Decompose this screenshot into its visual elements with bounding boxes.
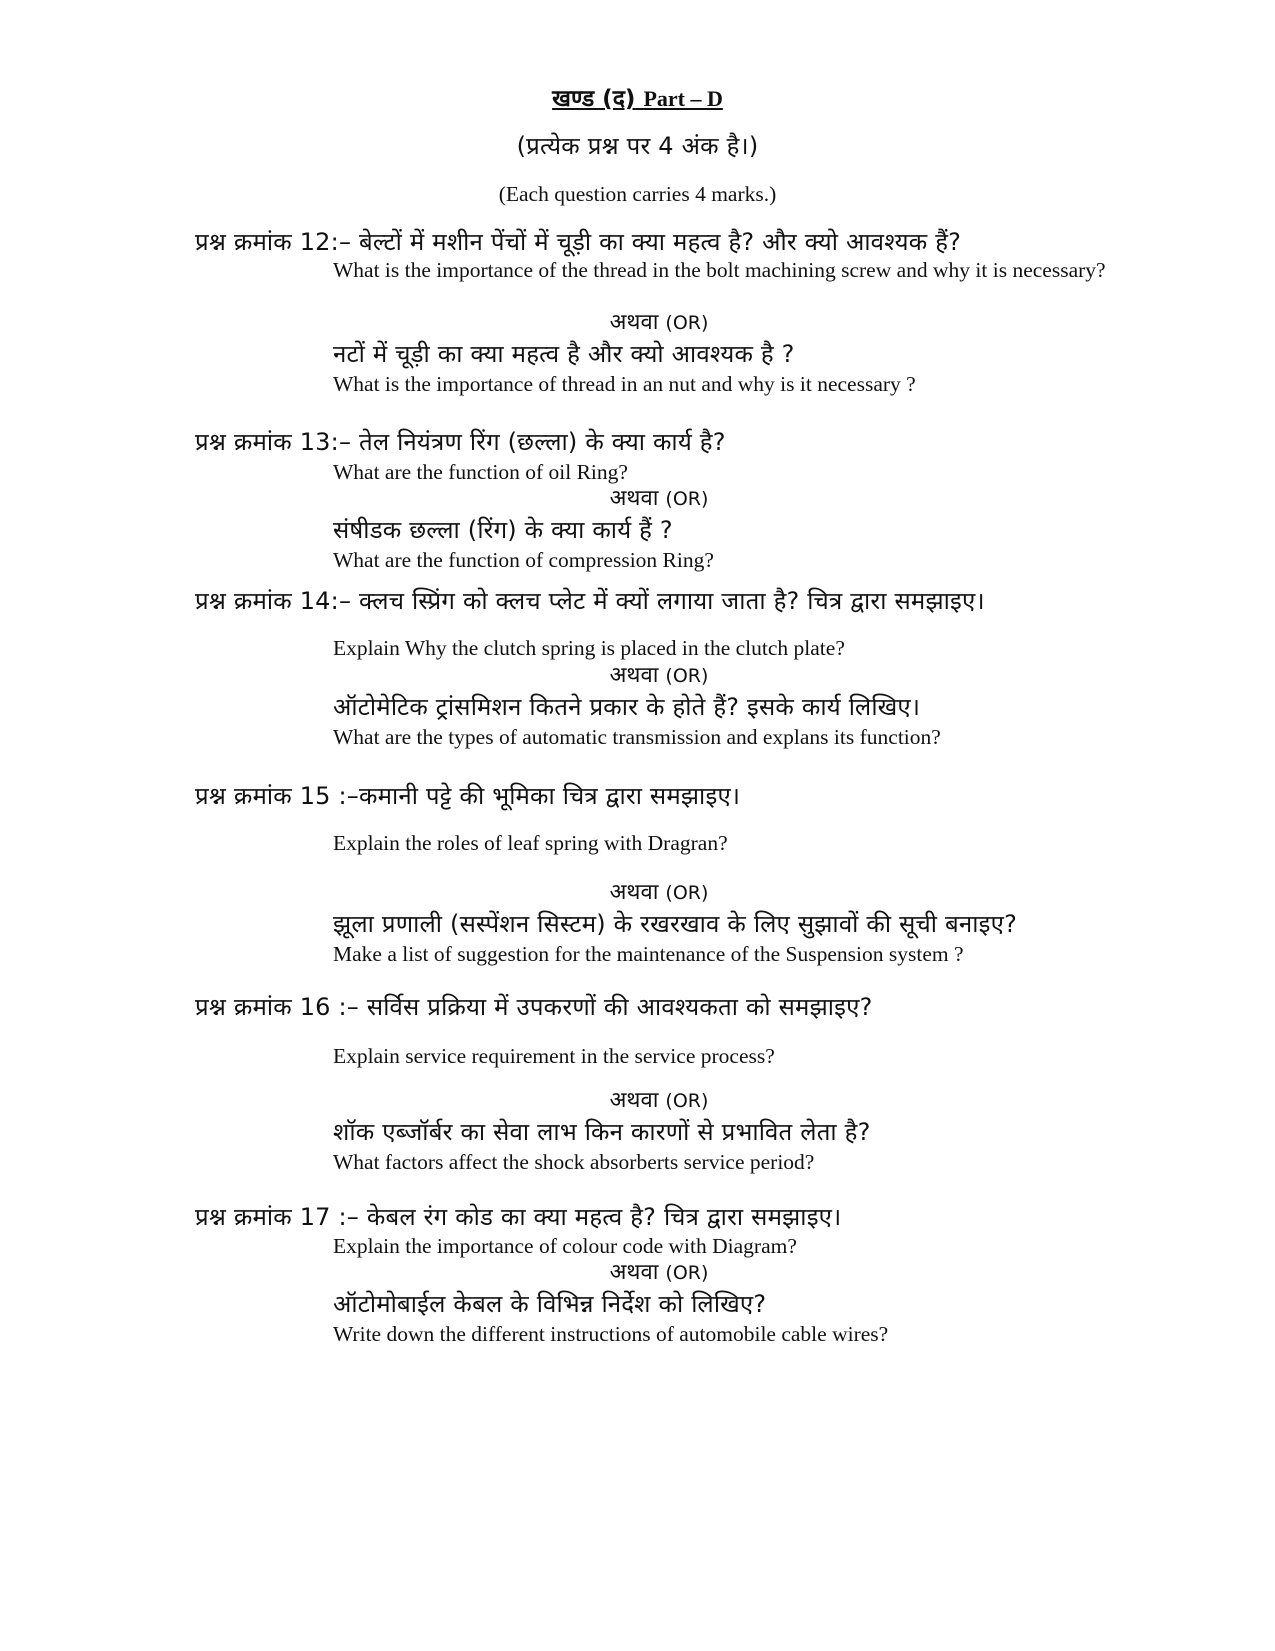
alternative-hindi: ऑटोमेटिक ट्रांसमिशन कितने प्रकार के होते हैं? इसके कार्य लिखिए। <box>333 693 921 721</box>
section-title <box>0 83 1275 115</box>
alternative-english: What is the importance of thread in an nut and why is it necessary ? <box>333 372 916 396</box>
alternative-hindi: ऑटोमोबाईल केबल के विभिन्न निर्देश को लिखिए? <box>333 1290 767 1318</box>
question-english: Explain Why the clutch spring is placed in the clutch plate? <box>333 636 845 660</box>
question-label: प्रश्न क्रमांक 13:– <box>195 428 352 456</box>
alternative-english: Write down the different instructions of automobile cable wires? <box>333 1322 889 1346</box>
question-16 <box>195 991 873 1023</box>
or-separator: अथवा (OR) <box>609 1088 709 1113</box>
section-title-hindi: खण्ड (द) <box>552 86 636 112</box>
question-hindi: क्लच स्प्रिंग को क्लच प्लेट में क्यों लगाया जाता है? चित्र द्वारा समझाइए। <box>358 587 985 615</box>
or-separator: अथवा (OR) <box>609 663 709 688</box>
alternative-english: What are the types of automatic transmission and explans its function? <box>333 725 941 749</box>
or-separator: अथवा (OR) <box>609 310 709 335</box>
question-label: प्रश्न क्रमांक 14:– <box>195 587 352 615</box>
question-15 <box>195 780 740 812</box>
question-hindi: केबल रंग कोड का क्या महत्व है? चित्र द्वारा समझाइए। <box>366 1203 842 1231</box>
question-english: What are the function of oil Ring? <box>333 460 628 484</box>
question-17 <box>195 1201 841 1233</box>
or-separator: अथवा (OR) <box>609 880 709 905</box>
question-14 <box>195 585 985 617</box>
marks-note-english: (Each question carries 4 marks.) <box>498 182 777 206</box>
alternative-hindi: नटों में चूड़ी का क्या महत्व है और क्यो आवश्यक है ? <box>333 340 795 368</box>
question-english: Explain service requirement in the service process? <box>333 1044 775 1068</box>
marks-note-hindi: (प्रत्येक प्रश्न पर 4 अंक है।) <box>516 132 759 160</box>
question-label: प्रश्न क्रमांक 12:– <box>195 228 352 256</box>
alternative-hindi: झूला प्रणाली (सस्पेंशन सिस्टम) के रखरखाव के लिए सुझावों की सूची बनाइए? <box>333 910 1018 938</box>
question-english: Explain the importance of colour code with Diagram? <box>333 1234 797 1258</box>
question-13 <box>195 426 726 458</box>
question-12 <box>195 226 961 258</box>
alternative-english: What are the function of compression Ring? <box>333 548 714 572</box>
or-separator: अथवा (OR) <box>609 1260 709 1285</box>
question-english: What is the importance of the thread in the bolt machining screw and why it is necessary? <box>333 258 1106 282</box>
alternative-hindi: संषीडक छल्ला (रिंग) के क्या कार्य हैं ? <box>333 516 673 544</box>
question-hindi: कमानी पट्टे की भूमिका चित्र द्वारा समझाइए। <box>358 782 741 810</box>
question-hindi: बेल्टों में मशीन पेंचों में चूड़ी का क्या महत्व है? और क्यो आवश्यक हैं? <box>358 228 962 256</box>
alternative-hindi: शॉक एब्जॉर्बर का सेवा लाभ किन कारणों से प्रभावित लेता है? <box>333 1118 871 1146</box>
question-hindi: तेल नियंत्रण रिंग (छल्ला) के क्या कार्य है? <box>358 428 726 456</box>
question-label: प्रश्न क्रमांक 15 :– <box>195 782 359 810</box>
or-separator: अथवा (OR) <box>609 486 709 511</box>
alternative-english: What factors affect the shock absorberts service period? <box>333 1150 815 1174</box>
alternative-english: Make a list of suggestion for the maintenance of the Suspension system ? <box>333 942 964 966</box>
question-english: Explain the roles of leaf spring with Dragran? <box>333 831 728 855</box>
question-hindi: सर्विस प्रक्रिया में उपकरणों की आवश्यकता को समझाइए? <box>366 993 873 1021</box>
question-label: प्रश्न क्रमांक 17 :– <box>195 1203 359 1231</box>
section-title-english: Part – D <box>643 86 723 111</box>
question-label: प्रश्न क्रमांक 16 :– <box>195 993 359 1021</box>
